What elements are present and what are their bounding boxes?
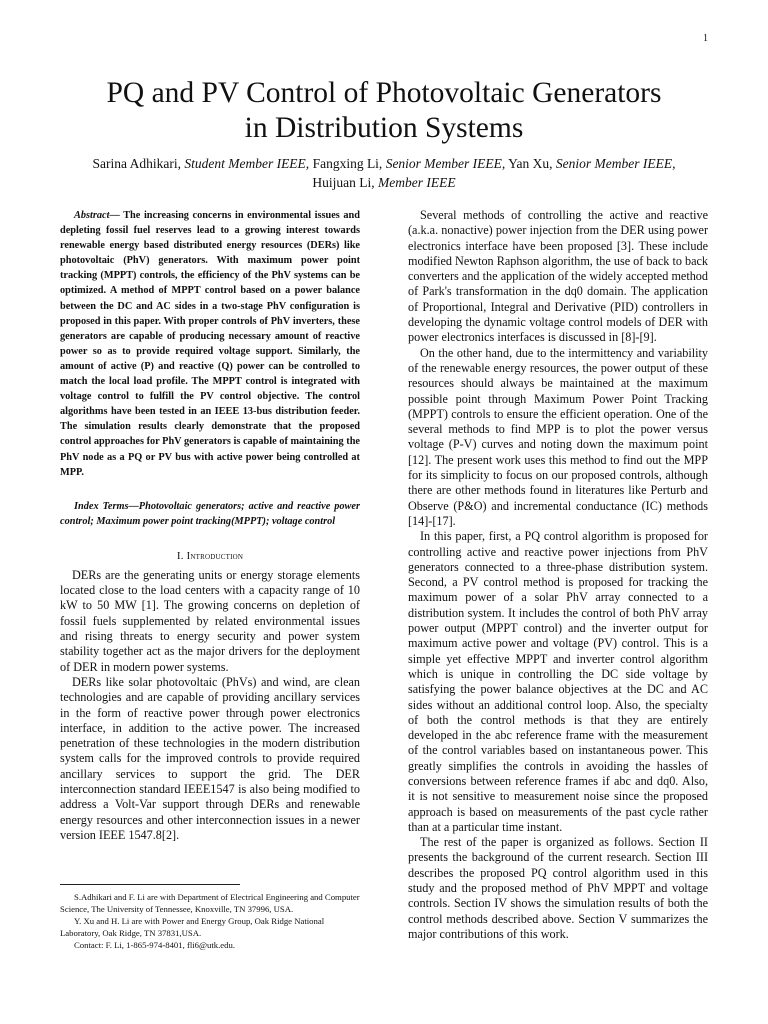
body-paragraph-3: In this paper, first, a PQ control algorithm is proposed for controlling active and reactive power injections from PhV generators connected to a three-phase distribution system. Second, a PV control method is proposed for tracking the maximum power of a solar PhV array connected to a distribution system. It includes the control of both PhV array power output (MPPT control) and the inverter output for maximum active power and voltage (PV) control. This is a simple yet effective MPPT and inverter control algorithm which is unique in controlling the DC side voltage by satisfying the power balance objectives at the DC and AC sides without an additional control loop. Also, the specialty of both the control methods is that they are entirely developed in the abc reference frame with the measurement of the control variables based on instantaneous power. This greatly simplifies the controls in avoiding the hassles of conversions between reference frames if abc and dq0. Also, it is not sensitive to measurement noise since the proposed approach is based on measurements of the past cycle rather than at a particular time instant.	[408, 529, 708, 834]
section-heading-introduction	[60, 550, 360, 562]
abstract-dash: —	[109, 210, 124, 221]
section-title: Introduction	[186, 550, 244, 562]
author-1-role: Student Member IEEE,	[184, 156, 310, 171]
author-list	[60, 154, 708, 192]
abstract-text: The increasing concerns in environmental issues and depleting fossil fuel reserves lead to a growing interest towards renewable energy based distributed energy resources (DERs) like photovoltaic (PhV) generators. With maximum power point tracking (MPPT) controls, the efficiency of the PhV systems can be optimized. A method of MPPT control based on a power balance between the DC and AC sides in a two-stage PhV configuration is proposed in this paper. With proper controls of PhV inverters, these generators are capable of producing necessary amount of reactive power so as to provide required voltage support. Similarly, the amount of active (P) and reactive (Q) power can be controlled to match the local load profile. The MPPT control is integrated with voltage control to fulfill the PV control objective. The control algorithms have been tested in an IEEE 13-bus distribution feeder. The simulation results clearly demonstrate that the proposed control approaches for PhV generators is capable of maintaining the PhV node as a PQ or PV bus with active power being controlled at MPP.	[60, 210, 361, 478]
footnotes	[60, 891, 365, 951]
body-paragraph-4: The rest of the paper is organized as follows. Section II presents the background of the current research. Section III describes the proposed PQ control algorithm used in this study and the proposed method of PhV MPPT and voltage controls. Section IV shows the simulation results of both the control methods described above. Section V summarizes the major contributions of this work.	[408, 835, 708, 941]
body-paragraph-2: On the other hand, due to the intermittency and variability of the renewable energy resources, the power output of these resources should always be maintained at the maximum possible point through Maximum Power Point Tracking (MPPT) controls to ensure the efficient operation. One of the several methods to find MPP is to plot the power versus voltage (P-V) curves and noting down the maximum point [12]. The present work uses this method to find out the MPP for its simplicity to focus on our proposed controls, although there are other methods found in literatures like Perturb and Observe (P&O) and incremental conductance (IC) methods [14]-[17].	[408, 345, 708, 528]
author-3-role: Senior Member IEEE,	[555, 156, 676, 171]
footnote-contact: Contact: F. Li, 1-865-974-8401, fli6@utk.edu.	[74, 940, 236, 951]
abstract-label: Abstract	[74, 210, 110, 221]
author-2-name: Fangxing Li,	[312, 156, 383, 171]
index-terms: Index Terms—Photovoltaic generators; active and reactive power control; Maximum power point tracking(MPPT); voltage control	[60, 500, 360, 527]
title-line-1: PQ and PV Control of Photovoltaic Generators	[106, 77, 662, 109]
abstract	[60, 208, 360, 480]
intro-paragraph-2: DERs like solar photovoltaic (PhVs) and wind, are clean technologies and are capable of providing ancillary services in the form of reactive power through power electronics interface, in addition to the active power. The increased penetration of these technologies in the modern distribution system calls for the improved controls to provide required ancillary services to support the grid. The DER interconnection standard IEEE1547 is also being modified to address a Volt-Var support through DERs and renewable energy resources and other interconnection issues in a newer version IEEE 1547.8[2].	[60, 674, 360, 842]
author-4-name: Huijuan Li,	[312, 175, 375, 190]
footnote-affiliation-1: S.Adhikari and F. Li are with Department of Electrical Engineering and Computer Science, The University of Tennessee, Knoxville, TN 37996, USA.	[60, 892, 360, 915]
intro-paragraph-1: DERs are the generating units or energy storage elements located close to the load centers with a capacity range of 10 kW to 50 MW [1]. The growing concerns on depletion of fossil fuels supplemented by related environmental issues and rising threats to energy security and power system stability together act as the major drivers for the deployment of DER in modern power systems.	[60, 567, 360, 674]
author-4-role: Member IEEE	[378, 175, 456, 190]
author-3-name: Yan Xu,	[508, 156, 553, 171]
body-paragraph-1: Several methods of controlling the active and reactive (a.k.a. nonactive) power injection from the DER using power electronics interface have been proposed [3]. These include modified Newton Raphson algorithm, the use of back to back converters and the application of the widely accepted method of Park's transformation in the dq0 domain. The application of Proportional, Integral and Derivative (PID) controllers in developing the dynamic voltage control models of DER with power electronics interfaces is discussed in [8]-[9].	[408, 208, 708, 345]
left-column	[60, 208, 360, 843]
title-line-2: in Distribution Systems	[244, 112, 524, 144]
footnote-affiliation-2: Y. Xu and H. Li are with Power and Energy Group, Oak Ridge National Laboratory, Oak Ridge, TN 37831,USA.	[60, 916, 325, 939]
page-number: 1	[703, 33, 708, 44]
paper-title	[0, 76, 768, 146]
section-numeral: I.	[176, 549, 184, 562]
author-1-name: Sarina Adhikari,	[92, 156, 181, 171]
footnote-divider	[60, 884, 240, 885]
right-column	[408, 208, 708, 942]
author-2-role: Senior Member IEEE,	[385, 156, 506, 171]
